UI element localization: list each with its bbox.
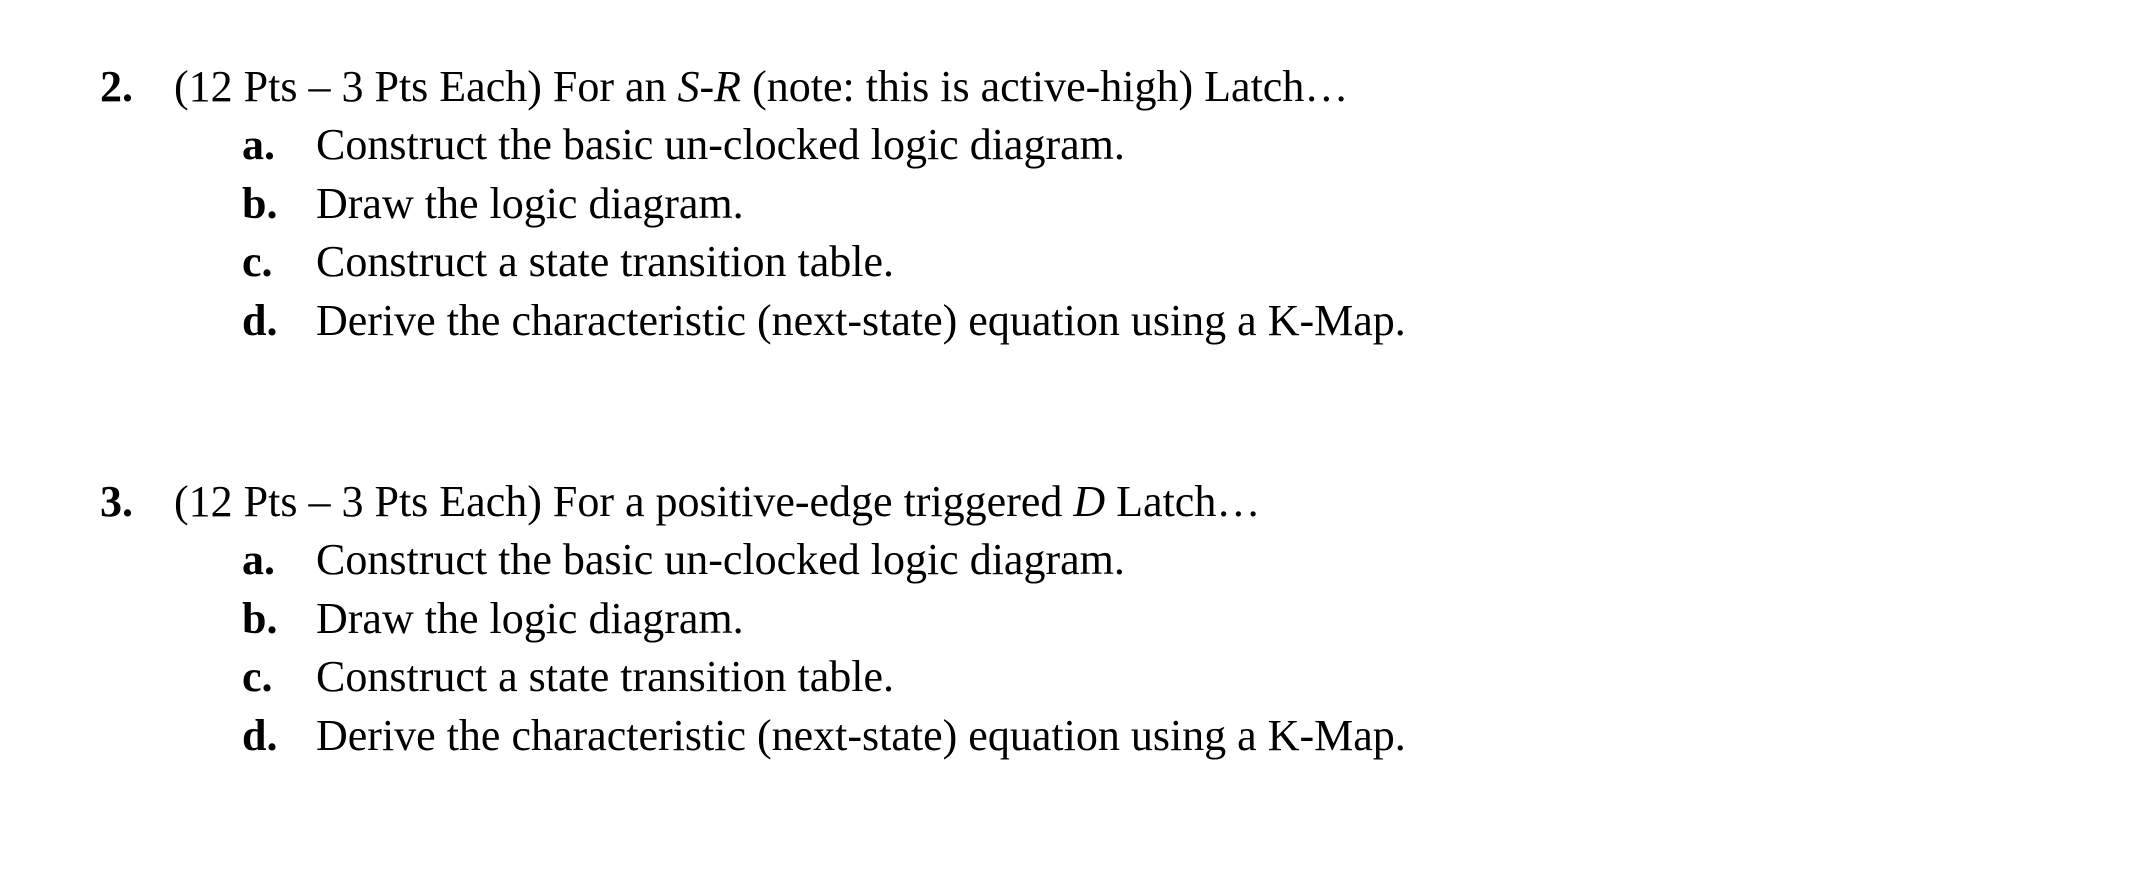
- prompt-before: (12 Pts – 3 Pts Each) For an: [174, 62, 678, 111]
- question-3: [100, 473, 2000, 765]
- question-number: 3.: [100, 477, 133, 526]
- part-text: Construct the basic un-clocked logic diagram.: [316, 535, 1125, 584]
- question-text: [174, 473, 1260, 531]
- question-3-parts: [100, 531, 2000, 765]
- part-text: Construct the basic un-clocked logic diagram.: [316, 120, 1125, 169]
- list-item: [100, 175, 2000, 234]
- part-text: Construct a state transition table.: [316, 652, 894, 701]
- part-letter: d.: [242, 295, 278, 345]
- part-letter: c.: [242, 652, 273, 701]
- prompt-before: (12 Pts – 3 Pts Each) For a positive-edge triggered: [174, 477, 1074, 526]
- prompt-after: (note: this is active-high) Latch…: [741, 62, 1349, 111]
- question-2: [100, 58, 2000, 350]
- question-2-prompt: [100, 58, 2000, 116]
- part-letter: a.: [242, 120, 275, 169]
- part-letter: b.: [242, 593, 278, 643]
- part-letter: c.: [242, 237, 273, 286]
- list-item: [100, 292, 2000, 351]
- question-text: [174, 58, 1348, 116]
- question-number: 2.: [100, 62, 133, 111]
- prompt-variable: D: [1073, 477, 1106, 526]
- question-3-prompt: [100, 473, 2000, 531]
- part-letter: b.: [242, 178, 278, 228]
- list-item: [100, 233, 2000, 292]
- prompt-after: Latch…: [1105, 477, 1261, 526]
- list-item: [100, 648, 2000, 707]
- part-text: Construct a state transition table.: [316, 237, 894, 286]
- question-2-parts: [100, 116, 2000, 350]
- part-text: Derive the characteristic (next-state) equation using a K-Map.: [316, 295, 1406, 345]
- part-text: Draw the logic diagram.: [316, 178, 744, 228]
- part-letter: d.: [242, 710, 278, 760]
- list-item: [100, 531, 2000, 590]
- part-text: Derive the characteristic (next-state) equation using a K-Map.: [316, 710, 1406, 760]
- prompt-variable: S-R: [677, 62, 742, 111]
- part-letter: a.: [242, 535, 275, 584]
- list-item: [100, 707, 2000, 766]
- list-item: [100, 590, 2000, 649]
- list-item: [100, 116, 2000, 175]
- part-text: Draw the logic diagram.: [316, 593, 744, 643]
